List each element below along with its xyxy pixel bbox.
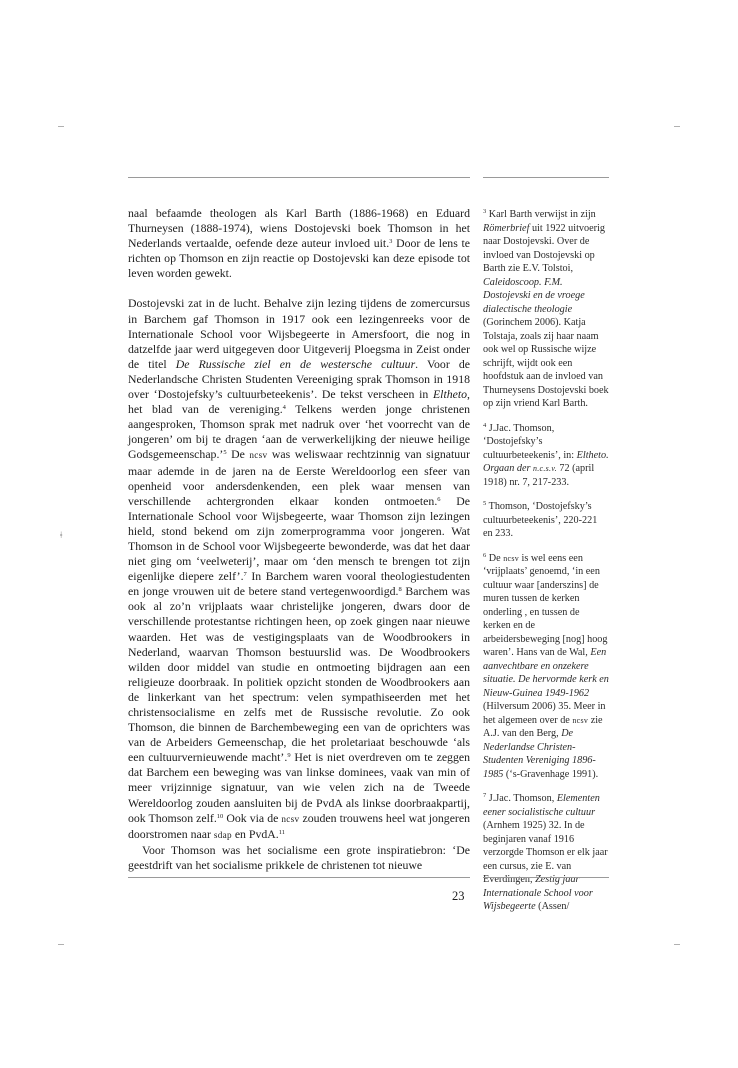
- crop-mark-bottom-left: [58, 944, 64, 945]
- text-run: Door de lens te richten op Thomson en zijn reactie op Dostojevski kan deze episode tot leven worden gewekt.: [128, 236, 470, 281]
- text-run: sdap: [213, 829, 232, 840]
- paragraph: [128, 843, 470, 873]
- header-rule-main: [128, 177, 470, 178]
- text-run: Het is niet overdreven om te zeggen dat Barchem een beweging was van linkse dominees, vaak van min of meer vrijzinnige signatuur, van wie velen zich na de Tweede Wereldoorlog zouden aansluiten bij de PvdA als linkse doorbraakpartij, ook Thomson zelf.: [128, 750, 470, 825]
- text-run: De: [486, 552, 504, 564]
- text-run: Barchem was ook al zo’n vrijplaats waar christelijke jongeren, dwars door de verschillende protestantse richtingen heen, op zoek gingen naar nieuwe waarden. Het was de vestigingsplaats van de Woodbrookers in Nederland, waarvan Thomson bestuurslid was. De Woodbrookers wilden door middel van studie en ontmoeting bijdragen aan een religieuze doorbraak. In politiek opzicht stonden de Woodbrookers aan de linkerkant van het spectrum: velen sympathiseerden met het christensocialisme en zelfs met de Russische revolutie. Zo ook Thomson, die binnen de Barchembeweging een van de oprichters was van de Arbeiders Gemeenschap, die het proletariaat beschouwde ‘als een cultuurvernieuwende macht’.: [128, 584, 471, 765]
- text-run: was weliswaar rechtzinnig van signatuur maar ademde in de jaren na de Eerste Wereldoorlog een sfeer van openheid voor andersdenkenden, een plek waar mensen van verschillende achtergronden elkaar konden ontmoeten.: [128, 447, 471, 508]
- footnote-5: [483, 500, 609, 541]
- text-run: Dostojevski zat in de lucht. Behalve zijn lezing tijdens de zomercursus in Barchem gaf Thomson in 1917 ook een lezingenreeks voor de Internationale School voor Wijsbegeerte in Amersfoort, die nog in datzelfde jaar werd uitgegeven door Uitgeverij Ploegsma in Zeist onder de titel: [128, 296, 470, 371]
- text-run: 72 (april 1918) nr. 7, 217-233.: [483, 463, 595, 488]
- footnote-ref: 4: [483, 421, 487, 429]
- text-run: uit 1922 uitvoerig naar Dostojevski. Over de invloed van Dostojevski op Barth zie E.V. Tolstoi,: [483, 222, 605, 274]
- footnote-ref: 6: [483, 551, 487, 559]
- margin-mark: ǂ: [60, 530, 63, 540]
- text-run: De: [226, 447, 250, 462]
- paragraph: [128, 206, 470, 281]
- text-run: is wel eens een ‘vrijplaats’ genoemd, ‘in een cultuur waar [anderszins] de muren tussen de kerken onderling , en tussen de kerken en de arbeidersbeweging [nog] hoog waren’. Hans van de Wal,: [483, 552, 608, 658]
- text-run: Elementen eener socialistische cultuur: [483, 793, 600, 818]
- main-text-column: [128, 206, 470, 873]
- text-run: De Internationale School voor Wijsbegeerte, waar Thomson zijn lezingen hield, stond bekend om zijn zomerprogramma voor jongeren. Wat Thomson in de School voor Wijsbegeerte bewonderde, was dat het daar niet ging om ‘veelweterij’, maar om ‘den mensch te brengen tot zijn eigenlijke diepere zelf’.: [128, 493, 470, 584]
- text-run: Eltheto. Orgaan der: [483, 449, 609, 474]
- footer-rule-notes: [483, 877, 609, 878]
- footnote-ref: 8: [398, 586, 402, 594]
- text-run: ncsv: [249, 450, 268, 461]
- footnote-ref: 6: [437, 495, 441, 503]
- footnote-ref: 7: [243, 571, 247, 579]
- text-run: Telkens werden jonge christenen aangesproken, Thomson sprak met nadruk over ‘het voorrecht van de jongeren’ om bij te dragen ‘aan de verwerkelijking der nieuwe heilige Godsgemeenschap.’: [128, 402, 470, 462]
- text-run: naal befaamde theologen als Karl Barth (1886-1968) en Eduard Thurneysen (1888-1974), wiens Dostojevski boek Thomson in het Nederlands vertaalde, oefende deze auteur invloed uit.: [128, 206, 470, 251]
- footnote-4: [483, 422, 609, 490]
- footnote-3: [483, 208, 609, 411]
- text-run: Römerbrief: [483, 222, 530, 234]
- footnote-ref: 3: [483, 208, 487, 215]
- text-run: (Gorinchem 2006). Katja Tolstaja, zoals zij haar naam ook wel op Russische wijze schrijft, wijdt ook een hoofdstuk aan de invloed van Thurneysens Dostojevski boek op zijn vriend Karl Barth.: [483, 317, 609, 409]
- text-run: J.Jac. Thomson,: [486, 793, 557, 804]
- page-number: 23: [452, 889, 465, 903]
- text-run: (Arnhem 1925) 32. In de beginjaren vanaf 1916 verzorgde Thomson er elk jaar een cursus, zie E. van Everdingen,: [483, 820, 608, 885]
- crop-mark-top-right: [674, 126, 680, 127]
- text-run: ncsv: [281, 813, 300, 824]
- text-run: Eltheto: [432, 387, 468, 402]
- text-run: ncsv: [503, 553, 519, 563]
- text-run: Een aanvechtbare en onzekere situatie. De hervormde kerk en Nieuw-Guinea 1949-1962: [483, 647, 609, 699]
- text-run: De Russische ziel en de westersche cultuur: [175, 356, 416, 371]
- text-run: Thomson, ‘Dostojefsky’s cultuurbeteekenis’, 220-221 en 233.: [483, 501, 598, 539]
- text-run: . Voor de Nederlandsche Christen Studenten Vereeniging sprak Thomson in 1918 over ‘Dostojefsky’s cultuurbeteekenis’. De tekst verscheen in: [128, 356, 470, 402]
- text-run: Voor Thomson was het socialisme een grote inspiratiebron: ‘De geestdrift van het socialisme prikkele de christenen tot nieuwe: [128, 842, 470, 872]
- paragraph: [128, 296, 470, 842]
- text-run: J.Jac. Thomson, ‘Dostojefsky’s cultuurbeteekenis’, in:: [483, 422, 577, 461]
- footnotes-column: [483, 208, 609, 925]
- text-run: Karl Barth verwijst in zijn: [486, 209, 596, 220]
- text-run: en PvdA.: [231, 826, 279, 841]
- footnote-6: [483, 552, 609, 782]
- footnote-ref: 10: [216, 812, 224, 820]
- footnote-ref: 7: [483, 792, 487, 799]
- text-run: (Hilversum 2006) 35. Meer in het algemeen over de: [483, 701, 606, 726]
- footnote-ref: 3: [389, 238, 393, 246]
- text-run: (‘s-Gravenhage 1991).: [503, 768, 599, 780]
- footnote-ref: 11: [278, 828, 285, 836]
- text-run: , het blad van de vereniging.: [128, 387, 470, 417]
- text-run: De Nederlandse Christen-Studenten Vereniging 1896-1985: [483, 728, 596, 780]
- text-run: zouden trouwens heel wat jongeren doorstromen naar: [128, 810, 470, 841]
- text-run: In Barchem waren vooral theologiestudenten en jonge vrouwen uit de betere stand vertegenwoordigd.: [128, 569, 470, 599]
- footnote-ref: 4: [282, 404, 286, 412]
- text-run: zie A.J. van den Berg,: [483, 714, 603, 739]
- text-run: Zestig jaar Internationale School voor Wijsbegeerte: [483, 874, 593, 912]
- footnote-ref: 5: [223, 449, 227, 457]
- footer-rule-main: [128, 877, 470, 878]
- text-run: (Assen/: [535, 901, 570, 912]
- crop-mark-bottom-right: [674, 944, 680, 945]
- text-run: ncsv: [572, 715, 589, 725]
- header-rule-notes: [483, 177, 609, 178]
- footnote-ref: 9: [287, 752, 291, 760]
- text-run: Ook via de: [223, 810, 282, 825]
- text-run: Caleidoscoop. F.M. Dostojevski en de vroege dialectische theologie: [483, 276, 585, 315]
- text-run: n.c.s.v.: [533, 464, 557, 473]
- footnote-7: [483, 792, 609, 914]
- footnote-ref: 5: [483, 500, 487, 507]
- crop-mark-top-left: [58, 126, 64, 127]
